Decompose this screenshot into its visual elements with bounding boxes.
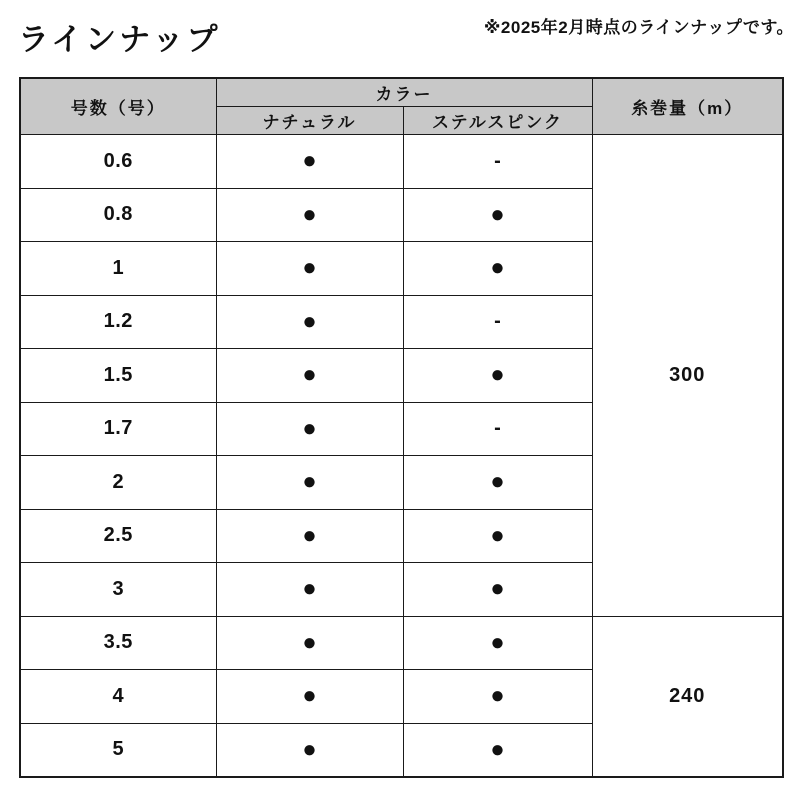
natural-availability-dot-icon: ● — [216, 135, 403, 189]
natural-availability-dot-icon: ● — [216, 242, 403, 296]
stealth-pink-availability-dot-icon: ● — [403, 563, 592, 617]
size-value: 2 — [20, 456, 216, 510]
stealth-pink-availability-dot-icon: ● — [403, 188, 592, 242]
stealth-pink-availability-dash: - — [403, 295, 592, 349]
size-value: 3 — [20, 563, 216, 617]
stealth-pink-availability-dot-icon: ● — [403, 349, 592, 403]
natural-availability-dot-icon: ● — [216, 349, 403, 403]
natural-availability-dot-icon: ● — [216, 295, 403, 349]
natural-availability-dot-icon: ● — [216, 188, 403, 242]
column-header-color: カラー — [216, 78, 592, 107]
stealth-pink-availability-dot-icon: ● — [403, 616, 592, 670]
column-header-size: 号数（号） — [20, 78, 216, 135]
stealth-pink-availability-dash: - — [403, 402, 592, 456]
natural-availability-dot-icon: ● — [216, 670, 403, 724]
size-value: 1 — [20, 242, 216, 296]
natural-availability-dot-icon: ● — [216, 723, 403, 777]
natural-availability-dot-icon: ● — [216, 402, 403, 456]
column-header-capacity: 糸巻量（m） — [592, 78, 783, 135]
stealth-pink-availability-dot-icon: ● — [403, 456, 592, 510]
size-value: 4 — [20, 670, 216, 724]
size-value: 2.5 — [20, 509, 216, 563]
stealth-pink-availability-dot-icon: ● — [403, 509, 592, 563]
natural-availability-dot-icon: ● — [216, 456, 403, 510]
size-value: 1.5 — [20, 349, 216, 403]
size-value: 1.2 — [20, 295, 216, 349]
size-value: 1.7 — [20, 402, 216, 456]
table-row — [20, 135, 783, 189]
capacity-value: 240 — [592, 616, 783, 777]
stealth-pink-availability-dot-icon: ● — [403, 670, 592, 724]
column-header-stealth-pink: ステルスピンク — [403, 107, 592, 135]
size-value: 0.8 — [20, 188, 216, 242]
page-title: ラインナップ — [18, 22, 221, 57]
natural-availability-dot-icon: ● — [216, 616, 403, 670]
natural-availability-dot-icon: ● — [216, 563, 403, 617]
size-value: 5 — [20, 723, 216, 777]
lineup-date-note: ※2025年2月時点のラインナップです。 — [483, 18, 794, 37]
lineup-table-header — [20, 78, 783, 135]
lineup-table — [19, 77, 784, 778]
stealth-pink-availability-dash: - — [403, 135, 592, 189]
lineup-table-body — [20, 135, 783, 778]
stealth-pink-availability-dot-icon: ● — [403, 242, 592, 296]
stealth-pink-availability-dot-icon: ● — [403, 723, 592, 777]
natural-availability-dot-icon: ● — [216, 509, 403, 563]
capacity-value: 300 — [592, 135, 783, 617]
table-row — [20, 616, 783, 670]
size-value: 0.6 — [20, 135, 216, 189]
size-value: 3.5 — [20, 616, 216, 670]
column-header-natural: ナチュラル — [216, 107, 403, 135]
header-row-top — [20, 78, 783, 107]
